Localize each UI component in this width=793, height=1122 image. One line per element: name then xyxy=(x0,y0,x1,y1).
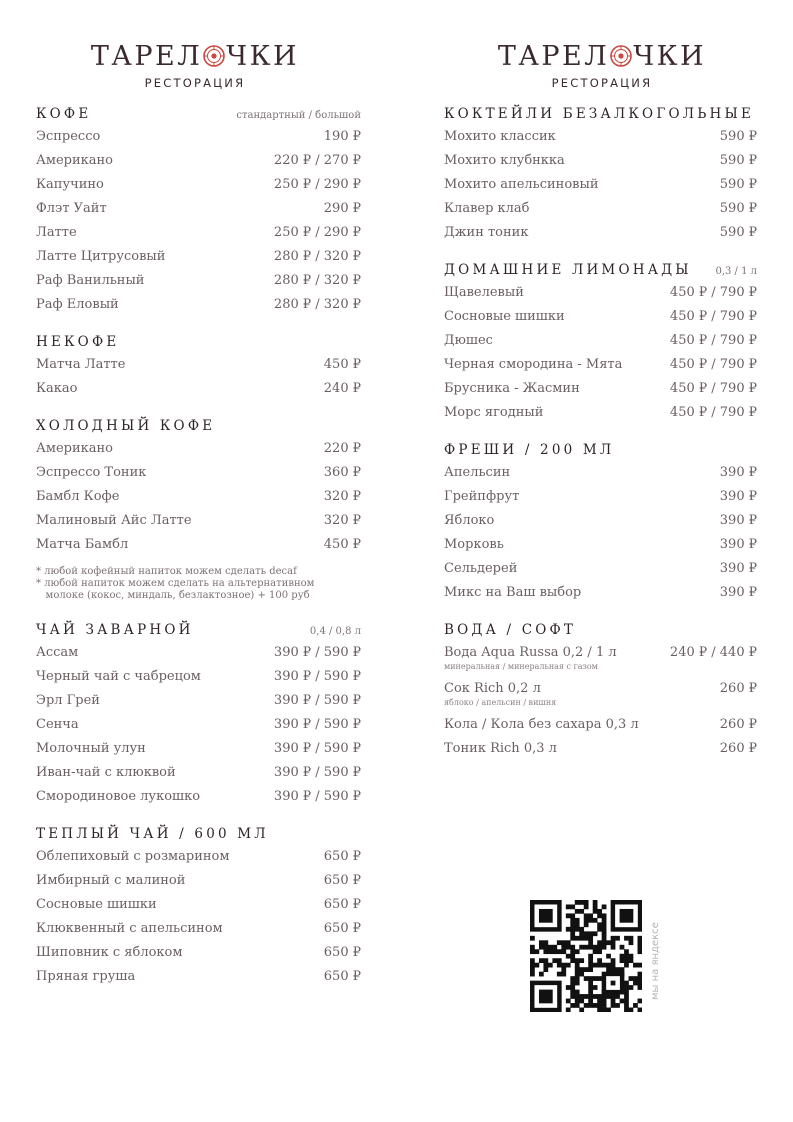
item-price: 280 ₽ / 320 ₽ xyxy=(273,273,361,288)
item-price: 390 ₽ / 590 ₽ xyxy=(273,693,361,708)
menu-item xyxy=(36,356,361,380)
item-price: 450 ₽ / 790 ₽ xyxy=(669,357,757,372)
item-price: 360 ₽ xyxy=(323,465,361,480)
item-price: 240 ₽ xyxy=(323,381,361,396)
section-header xyxy=(444,622,757,644)
item-name: Мохито апельсиновый xyxy=(444,177,599,192)
menu-section xyxy=(36,622,361,812)
item-name: Иван-чай с клюквой xyxy=(36,765,176,780)
section-header xyxy=(444,106,757,128)
section-header xyxy=(444,262,757,284)
menu-item xyxy=(36,224,361,248)
item-name: Грейпфрут xyxy=(444,489,520,504)
item-price: 450 ₽ / 790 ₽ xyxy=(669,381,757,396)
brand-subtitle: РЕСТОРАЦИЯ xyxy=(144,76,246,90)
item-price: 390 ₽ xyxy=(719,513,757,528)
menu-item xyxy=(36,740,361,764)
section-note: 0,3 / 1 л xyxy=(715,266,757,277)
item-price: 650 ₽ xyxy=(323,921,361,936)
menu-item xyxy=(36,920,361,944)
section-header xyxy=(36,622,361,644)
item-name: Кола / Кола без сахара 0,3 л xyxy=(444,717,639,732)
menu-section xyxy=(36,826,361,992)
item-name: Сосновые шишки xyxy=(444,309,565,324)
section-title: ДОМАШНИЕ ЛИМОНАДЫ xyxy=(444,262,692,278)
item-name: Ассам xyxy=(36,645,79,660)
item-name: Эспрессо Тоник xyxy=(36,465,147,480)
menu-item xyxy=(36,788,361,812)
menu-section xyxy=(36,334,361,404)
item-name: Мохито клубнкка xyxy=(444,153,565,168)
footnote: * любой напиток можем сделать на альтернативном xyxy=(36,578,315,589)
brand-logo xyxy=(497,40,707,90)
qr-code-icon xyxy=(530,900,642,1012)
item-price: 650 ₽ xyxy=(323,849,361,864)
menu-item xyxy=(36,296,361,320)
menu-item xyxy=(36,848,361,872)
section-header xyxy=(36,106,361,128)
item-price: 280 ₽ / 320 ₽ xyxy=(273,249,361,264)
item-price: 220 ₽ / 270 ₽ xyxy=(273,153,361,168)
item-name: Эспрессо xyxy=(36,129,101,144)
item-name: Раф Ванильный xyxy=(36,273,145,288)
menu-item xyxy=(36,692,361,716)
item-name: Апельсин xyxy=(444,465,511,480)
item-price: 650 ₽ xyxy=(323,873,361,888)
item-name: Эрл Грей xyxy=(36,693,100,708)
item-name: Черный чай с чабрецом xyxy=(36,669,201,684)
item-name: Пряная груша xyxy=(36,969,136,984)
menu-item xyxy=(444,740,757,764)
item-name: Американо xyxy=(36,441,114,456)
item-price: 450 ₽ / 790 ₽ xyxy=(669,285,757,300)
item-name: Шиповник с яблоком xyxy=(36,945,183,960)
item-name: Имбирный с малиной xyxy=(36,873,186,888)
menu-item xyxy=(444,128,757,152)
item-price: 260 ₽ xyxy=(719,741,757,756)
item-name: Смородиновое лукошко xyxy=(36,789,201,804)
qr-code[interactable] xyxy=(530,900,642,1016)
brand-name-part2: ЧКИ xyxy=(633,41,707,72)
item-name: Брусника - Жасмин xyxy=(444,381,580,396)
item-price: 390 ₽ xyxy=(719,465,757,480)
section-header xyxy=(36,418,361,440)
menu-item xyxy=(444,404,757,428)
item-name: Тоник Rich 0,3 л xyxy=(444,741,557,756)
item-name: Бамбл Кофе xyxy=(36,489,120,504)
item-name: Матча Бамбл xyxy=(36,537,129,552)
item-price: 390 ₽ xyxy=(719,561,757,576)
menu-item xyxy=(444,332,757,356)
menu-item xyxy=(36,896,361,920)
item-name: Яблоко xyxy=(444,513,495,528)
qr-caption: мы на яндексе xyxy=(650,922,661,1000)
section-note: 0,4 / 0,8 л xyxy=(309,626,361,637)
brand-name-part1: ТАРЕЛ xyxy=(90,41,203,72)
item-name-block xyxy=(444,644,617,672)
menu-item xyxy=(36,944,361,968)
item-name: Сельдерей xyxy=(444,561,518,576)
item-name: Флэт Уайт xyxy=(36,201,107,216)
menu-item xyxy=(36,176,361,200)
menu-item xyxy=(36,968,361,992)
item-price: 590 ₽ xyxy=(719,153,757,168)
menu-item xyxy=(444,380,757,404)
section-note: стандартный / большой xyxy=(236,110,361,121)
menu-item xyxy=(444,716,757,740)
section-title: ВОДА / СОФТ xyxy=(444,622,577,638)
item-price: 280 ₽ / 320 ₽ xyxy=(273,297,361,312)
menu-item xyxy=(444,200,757,224)
menu-item xyxy=(444,536,757,560)
item-price: 390 ₽ / 590 ₽ xyxy=(273,741,361,756)
menu-item xyxy=(36,488,361,512)
item-name: Микс на Ваш выбор xyxy=(444,585,582,600)
menu-item xyxy=(36,248,361,272)
menu-item xyxy=(36,644,361,668)
menu-item xyxy=(444,680,757,716)
section-header xyxy=(444,442,757,464)
item-subtitle: яблоко / апельсин / вишня xyxy=(444,698,557,707)
brand-name xyxy=(90,40,300,74)
menu-item xyxy=(36,464,361,488)
item-name: Клавер клаб xyxy=(444,201,530,216)
item-name: Латте xyxy=(36,225,77,240)
item-price: 450 ₽ / 790 ₽ xyxy=(669,333,757,348)
item-price: 390 ₽ xyxy=(719,585,757,600)
item-price: 590 ₽ xyxy=(719,177,757,192)
item-name-block xyxy=(444,680,556,708)
brand-subtitle: РЕСТОРАЦИЯ xyxy=(551,76,653,90)
brand-name xyxy=(497,40,707,74)
section-title: ЧАЙ ЗАВАРНОЙ xyxy=(36,622,194,638)
seal-icon xyxy=(610,45,632,67)
item-price: 320 ₽ xyxy=(323,489,361,504)
section-title: ФРЕШИ / 200 МЛ xyxy=(444,442,615,458)
menu-item xyxy=(444,584,757,608)
item-price: 390 ₽ xyxy=(719,537,757,552)
item-name: Какао xyxy=(36,381,78,396)
brand-name-part2: ЧКИ xyxy=(226,41,300,72)
item-price: 650 ₽ xyxy=(323,897,361,912)
footnotes xyxy=(36,566,361,602)
brand-name-part1: ТАРЕЛ xyxy=(497,41,610,72)
menu-item xyxy=(36,764,361,788)
item-price: 240 ₽ / 440 ₽ xyxy=(669,645,757,660)
item-price: 650 ₽ xyxy=(323,969,361,984)
item-price: 450 ₽ / 790 ₽ xyxy=(669,309,757,324)
menu-item xyxy=(36,380,361,404)
item-name: Клюквенный с апельсином xyxy=(36,921,223,936)
item-price: 290 ₽ xyxy=(323,201,361,216)
menu-item xyxy=(444,644,757,680)
section-title: ХОЛОДНЫЙ КОФЕ xyxy=(36,418,216,434)
menu-item xyxy=(36,536,361,560)
menu-section xyxy=(36,418,361,602)
item-price: 220 ₽ xyxy=(323,441,361,456)
menu-item xyxy=(36,152,361,176)
menu-item xyxy=(444,488,757,512)
item-subtitle: минеральная / минеральная с газом xyxy=(444,662,598,671)
item-name: Дюшес xyxy=(444,333,493,348)
seal-icon xyxy=(203,45,225,67)
item-price: 260 ₽ xyxy=(719,717,757,732)
item-price: 250 ₽ / 290 ₽ xyxy=(273,225,361,240)
menu-item xyxy=(36,272,361,296)
item-name: Малиновый Айс Латте xyxy=(36,513,192,528)
item-price: 390 ₽ / 590 ₽ xyxy=(273,765,361,780)
item-price: 390 ₽ / 590 ₽ xyxy=(273,717,361,732)
menu-item xyxy=(444,560,757,584)
footnote: молоке (кокос, миндаль, безлактозное) + 100 руб xyxy=(36,590,310,601)
item-price: 320 ₽ xyxy=(323,513,361,528)
item-name: Капучино xyxy=(36,177,104,192)
item-price: 250 ₽ / 290 ₽ xyxy=(273,177,361,192)
brand-logo xyxy=(90,40,300,90)
item-price: 260 ₽ xyxy=(719,681,757,696)
menu-item xyxy=(444,464,757,488)
menu-section xyxy=(444,106,757,248)
menu-item xyxy=(36,716,361,740)
menu-section xyxy=(444,442,757,608)
menu-item xyxy=(36,440,361,464)
item-name: Сенча xyxy=(36,717,79,732)
menu-item xyxy=(36,872,361,896)
menu-section xyxy=(444,622,757,764)
item-name: Черная смородина - Мята xyxy=(444,357,623,372)
item-price: 190 ₽ xyxy=(323,129,361,144)
item-name: Морковь xyxy=(444,537,504,552)
item-price: 390 ₽ xyxy=(719,489,757,504)
menu-item xyxy=(444,308,757,332)
footnote: * любой кофейный напиток можем сделать decaf xyxy=(36,566,297,577)
item-name: Сосновые шишки xyxy=(36,897,157,912)
menu-item xyxy=(36,668,361,692)
menu-section xyxy=(36,106,361,320)
item-name: Облепиховый с розмарином xyxy=(36,849,230,864)
section-title: ТЕПЛЫЙ ЧАЙ / 600 МЛ xyxy=(36,826,269,842)
item-price: 390 ₽ / 590 ₽ xyxy=(273,669,361,684)
menu-item xyxy=(444,224,757,248)
menu-item xyxy=(444,176,757,200)
menu-section xyxy=(444,262,757,428)
section-title: НЕКОФЕ xyxy=(36,334,120,350)
menu-item xyxy=(444,356,757,380)
item-name: Мохито классик xyxy=(444,129,556,144)
section-title: КОКТЕЙЛИ БЕЗАЛКОГОЛЬНЫЕ xyxy=(444,106,754,122)
item-name: Раф Еловый xyxy=(36,297,119,312)
menu-item xyxy=(444,284,757,308)
item-price: 450 ₽ / 790 ₽ xyxy=(669,405,757,420)
item-price: 390 ₽ / 590 ₽ xyxy=(273,645,361,660)
item-price: 390 ₽ / 590 ₽ xyxy=(273,789,361,804)
menu-item xyxy=(36,512,361,536)
menu-item xyxy=(36,200,361,224)
section-header xyxy=(36,334,361,356)
section-title: КОФЕ xyxy=(36,106,92,122)
menu-item xyxy=(444,152,757,176)
item-price: 590 ₽ xyxy=(719,129,757,144)
menu-item xyxy=(36,128,361,152)
item-name: Морс ягодный xyxy=(444,405,544,420)
item-name: Щавелевый xyxy=(444,285,524,300)
menu-item xyxy=(444,512,757,536)
item-name: Джин тоник xyxy=(444,225,529,240)
item-price: 590 ₽ xyxy=(719,201,757,216)
item-name: Сок Rich 0,2 л xyxy=(444,681,541,696)
item-name: Американо xyxy=(36,153,114,168)
item-price: 590 ₽ xyxy=(719,225,757,240)
item-name: Вода Aqua Russa 0,2 / 1 л xyxy=(444,645,617,660)
item-name: Матча Латте xyxy=(36,357,126,372)
item-price: 450 ₽ xyxy=(323,537,361,552)
item-name: Молочный улун xyxy=(36,741,146,756)
item-price: 650 ₽ xyxy=(323,945,361,960)
item-name: Латте Цитрусовый xyxy=(36,249,166,264)
section-header xyxy=(36,826,361,848)
item-price: 450 ₽ xyxy=(323,357,361,372)
